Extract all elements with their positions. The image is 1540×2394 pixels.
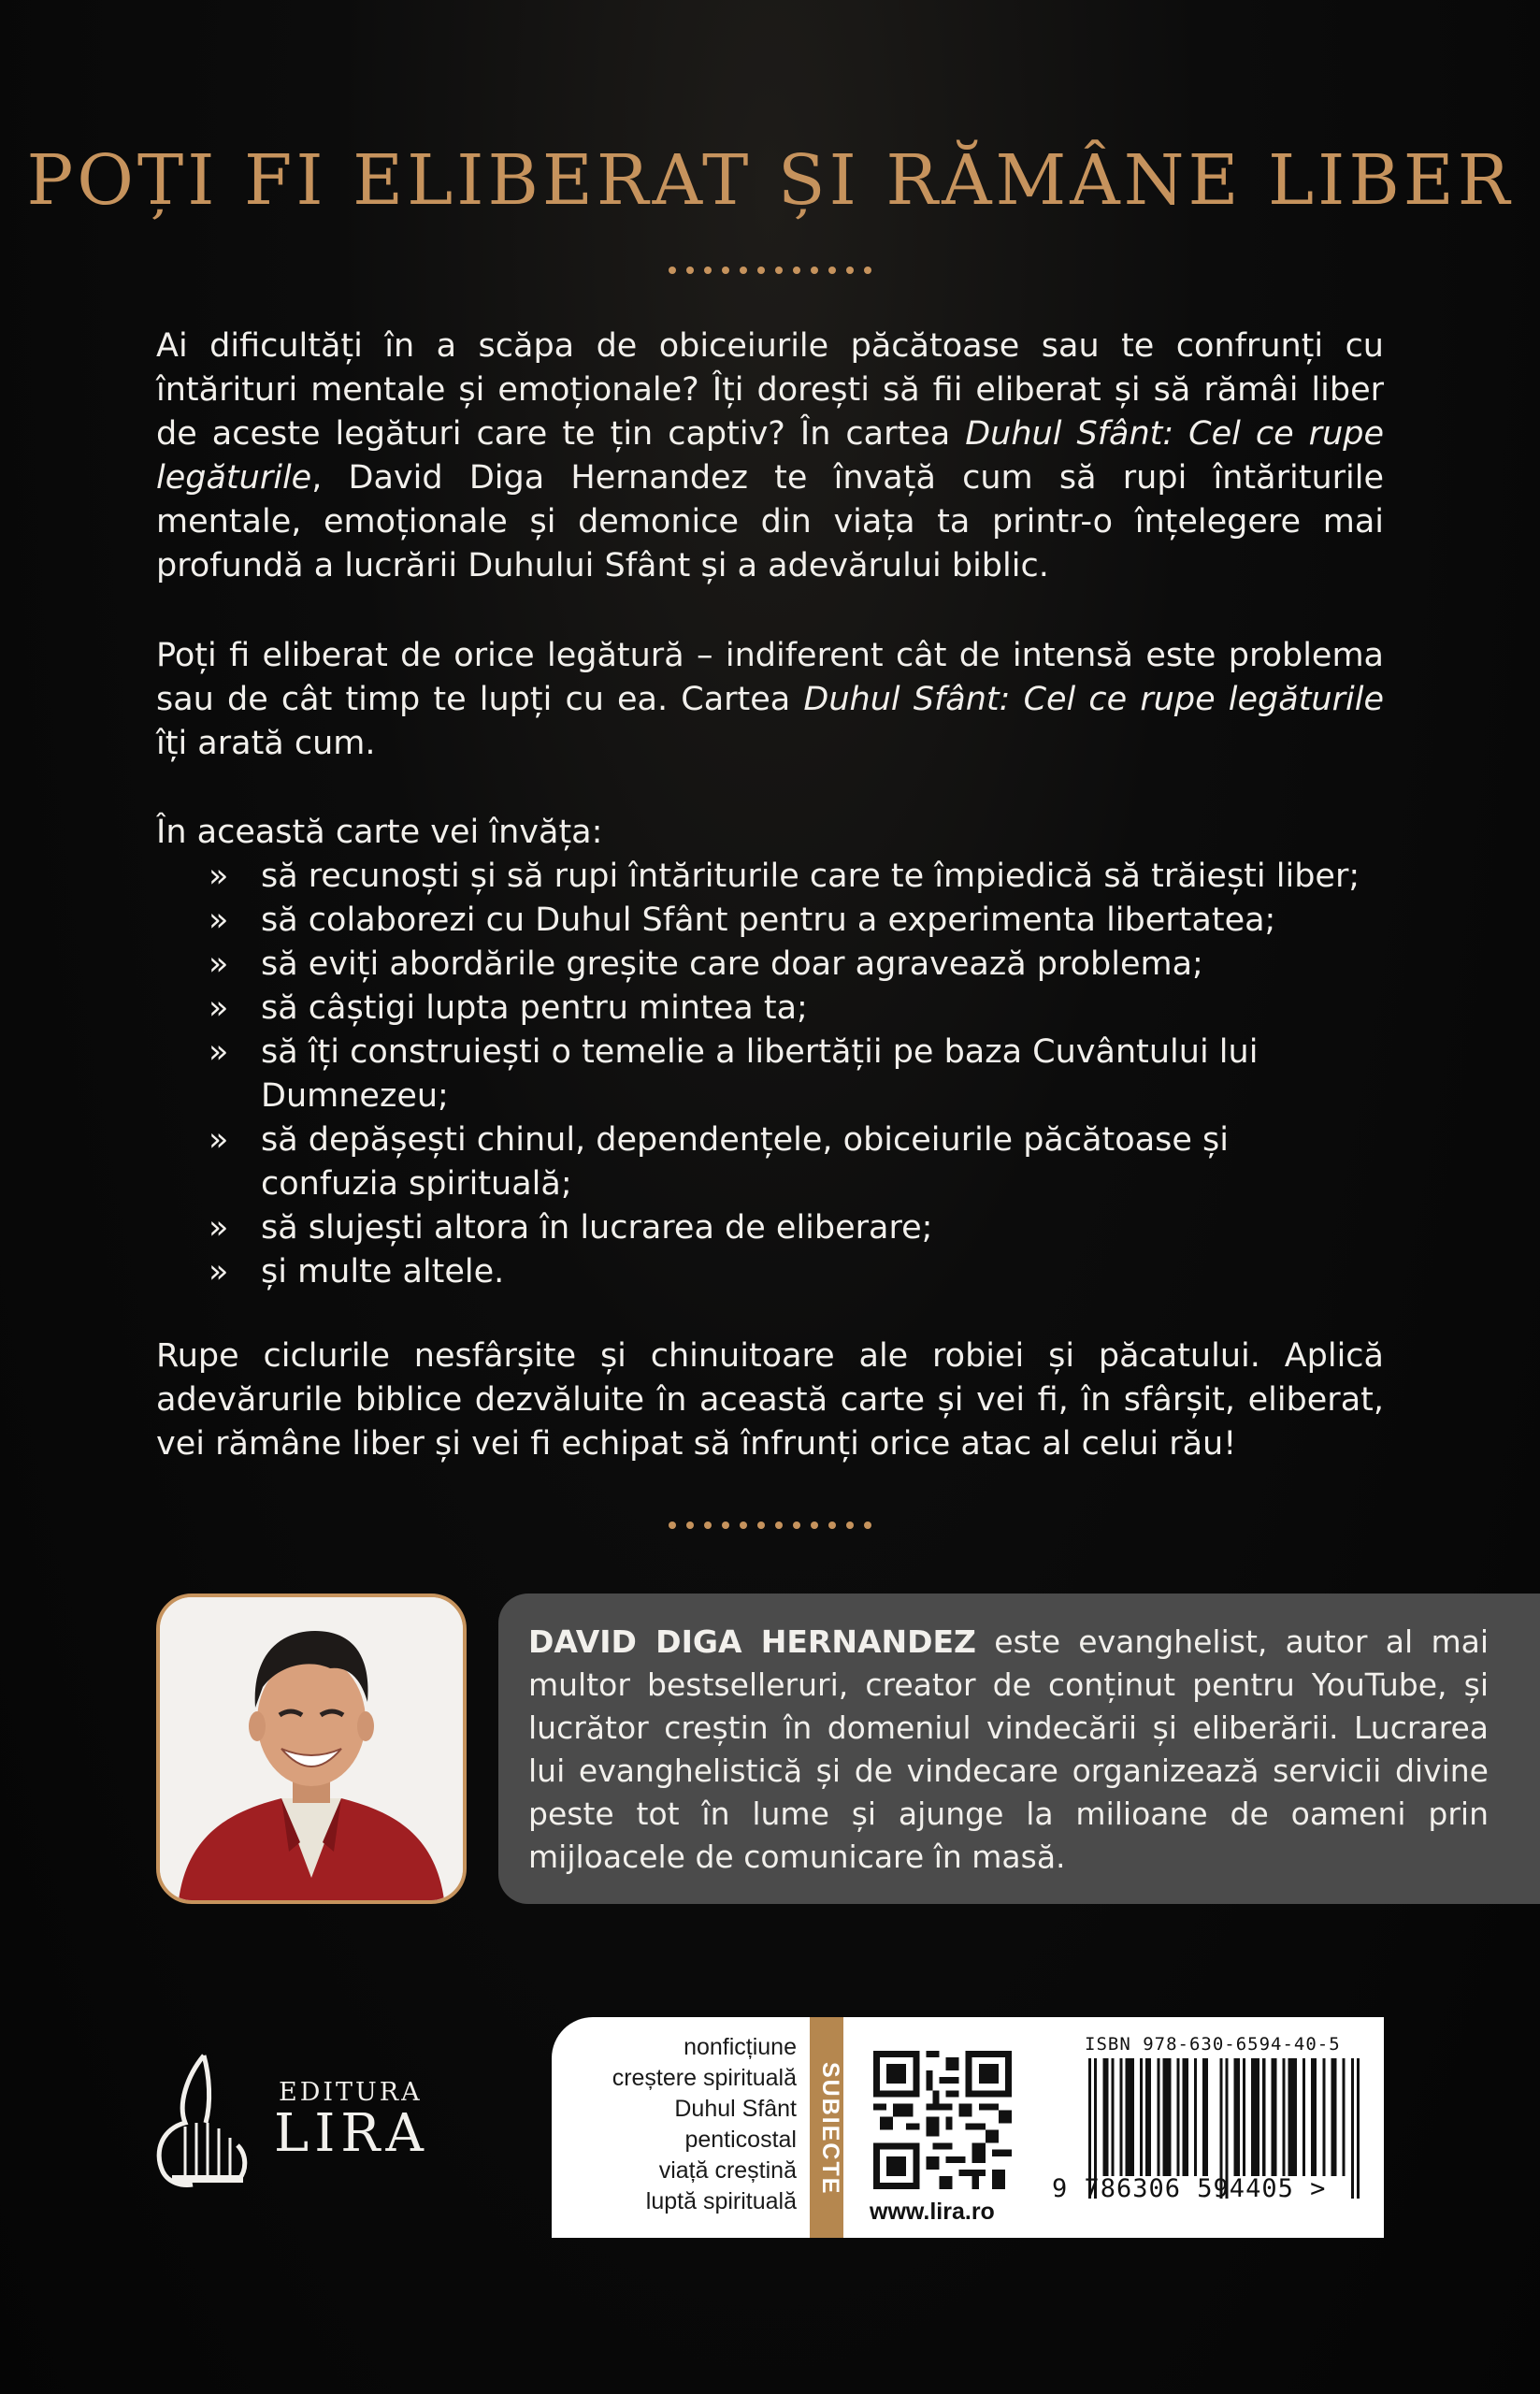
description-paragraph-1 [156,324,1384,588]
author-photo [156,1594,467,1904]
author-name: DAVID DIGA HERNANDEZ [528,1623,976,1660]
list-item [156,943,1384,987]
publisher-logo [150,2048,430,2188]
subject-item: creștere spirituală [612,2065,797,2091]
cover-title: POȚI FI ELIBERAT ȘI RĂMÂNE LIBER [26,140,1514,221]
list-item [156,899,1384,943]
list-item [156,1118,1384,1206]
list-item-text: să eviți abordările greșite care doar agravează problema; [261,945,1203,983]
closing-paragraph: Rupe ciclurile nesfârșite și chinuitoare ale robiei și păcatului. Aplică adevărurile biblice dezvăluite în această carte și vei fi, în sfârșit, eliberat, vei rămâne liber și vei fi echipat să înfrunți orice atac al celui rău! [156,1337,1384,1463]
benefits-list [156,855,1384,1294]
list-item-text: să îți construiești o temelie a libertății pe baza Cuvântului lui Dumnezeu; [261,1033,1259,1115]
list-item-text: să slujești altora în lucrarea de eliberare; [261,1209,933,1247]
list-item-text: și multe altele. [261,1253,505,1291]
list-item [156,1250,1384,1294]
author-bio-text: este evanghelist, autor al mai multor bestselleruri, creator de conținut pentru YouTube, și lucrător creștin în domeniul vindecării și eliberării. Lucrarea lui evanghelistică și de vindecare organizează servicii divine peste tot în lume și ajunge la milioane de oameni prin mijloacele de comunicare în masă. [528,1623,1489,1875]
author-portrait-illustration [160,1597,463,1900]
description-paragraph-2 [156,634,1384,766]
publisher-website: www.lira.ro [870,2199,995,2225]
bullet-mark: » [209,989,229,1027]
book-title-italic: Duhul Sfânt: Cel ce rupe legăturile [803,681,1384,718]
subjects-heading: SUBIECTE [817,2061,843,2196]
list-item [156,855,1384,899]
bullet-mark: » [209,1033,229,1071]
author-bio [528,1621,1489,1879]
ornament-divider-top [0,267,1540,278]
isbn-number: ISBN 978-630-6594-40-5 [1085,2034,1341,2055]
list-item-text: să recunoști și să rupi întăriturile care te împiedică să trăiești liber; [261,858,1360,895]
barcode-digits: 9 786306 594405 > [1052,2174,1327,2203]
publisher-line2: LIRA [274,2103,429,2164]
list-item [156,987,1384,1031]
subject-item: penticostal [684,2127,797,2153]
bullet-mark: » [209,858,229,895]
list-item-text: să depășești chinul, dependențele, obiceiurile păcătoase și confuzia spirituală; [261,1121,1229,1203]
bullet-mark: » [209,1209,229,1247]
subject-item: luptă spirituală [645,2188,797,2214]
p2-text-b: îți arată cum. [156,725,376,762]
bullet-mark: » [209,945,229,983]
subject-item: nonficțiune [684,2034,797,2060]
qr-code-icon [873,2051,1012,2189]
isbn-label [552,2017,1384,2238]
bullet-mark: » [209,1253,229,1291]
list-intro: În această carte vei învăța: [156,814,603,851]
list-item-text: să câștigi lupta pentru mintea ta; [261,989,808,1027]
subject-item: viață creștină [658,2157,797,2184]
list-item [156,1031,1384,1118]
p1-text-b: , David Diga Hernandez te învață cum să rupi întăriturile mentale, emoționale și demonice din viața ta printr-o înțelegere mai profundă a lucrării Duhului Sfânt și a adevărului biblic. [156,459,1384,584]
p1-text-a: Ai dificultăți în a scăpa de obiceiurile păcătoase sau te confrunți cu întărituri mentale și emoționale? Îți dorești să fii eliberat și să rămâi liber de aceste legături care te țin captiv? În cartea [156,327,1384,453]
list-item-text: să colaborezi cu Duhul Sfânt pentru a experimenta libertatea; [261,901,1276,939]
publisher-line1: EDITURA [279,2078,423,2107]
ornament-divider-bottom [0,1521,1540,1533]
book-title-italic: Duhul Sfânt: Cel ce rupe legăturile [156,415,1385,497]
subjects-list [552,2032,797,2217]
subject-item: Duhul Sfânt [674,2096,797,2122]
lyre-icon [150,2048,271,2188]
bullet-mark: » [209,1121,229,1159]
list-item [156,1206,1384,1250]
p2-text-a: Poți fi eliberat de orice legătură – indiferent cât de intensă este problema sau de cât timp te lupți cu ea. Cartea [156,637,1384,718]
bullet-mark: » [209,901,229,939]
